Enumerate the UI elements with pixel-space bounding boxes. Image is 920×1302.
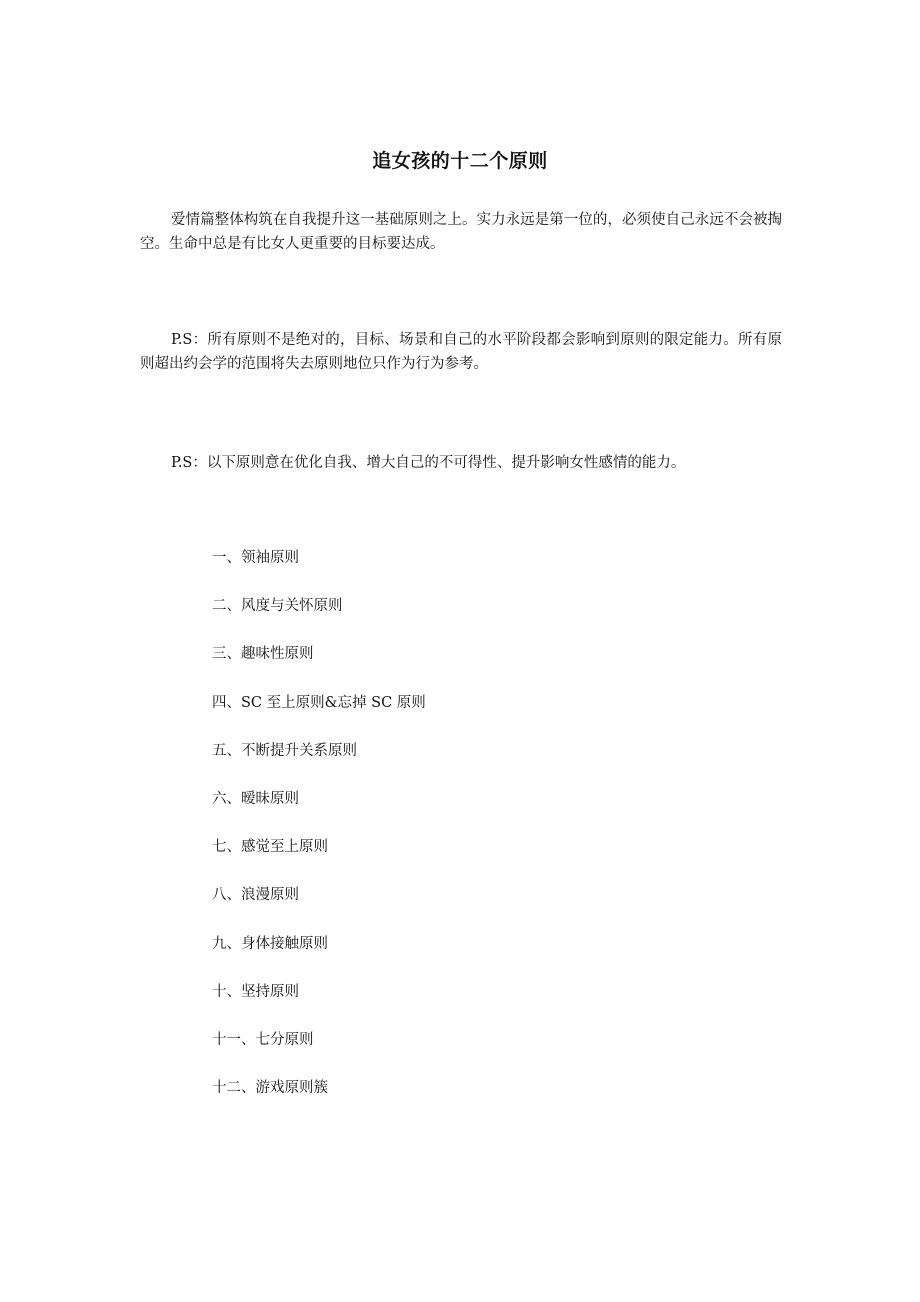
principle-item: 七、感觉至上原则 xyxy=(212,839,328,856)
ps-note-paragraph: P.S：所有原则不是绝对的，目标、场景和自己的水平阶段都会影响到原则的限定能力。所有原则超出约会学的范围将失去原则地位只作为行为参考。 xyxy=(140,332,782,372)
principle-item: 一、领袖原则 xyxy=(212,550,299,566)
principle-item: 八、浪漫原则 xyxy=(212,887,299,904)
intro-paragraph: 爱情篇整体构筑在自我提升这一基础原则之上。实力永远是第一位的，必须使自己永远不会被掏空。生命中总是有比女人更重要的目标要达成。 xyxy=(140,212,782,252)
principle-item: 十、坚持原则 xyxy=(212,983,299,1000)
principle-item: 九、身体接触原则 xyxy=(212,935,328,952)
principle-item: 六、暧昧原则 xyxy=(212,790,299,807)
principles-list xyxy=(212,546,426,1124)
principle-item: 十一、七分原则 xyxy=(212,1031,314,1048)
principle-item: 五、不断提升关系原则 xyxy=(212,742,357,759)
principle-item: 十二、游戏原则簇 xyxy=(212,1080,328,1097)
ps-purpose-paragraph: P.S：以下原则意在优化自我、增大自己的不可得性、提升影响女性感情的能力。 xyxy=(171,455,686,471)
principle-item: 三、趣味性原则 xyxy=(212,646,314,663)
principle-item: 四、SC 至上原则&忘掉 SC 原则 xyxy=(212,694,426,711)
document-title: 追女孩的十二个原则 xyxy=(372,150,548,172)
principle-item: 二、风度与关怀原则 xyxy=(212,598,343,615)
